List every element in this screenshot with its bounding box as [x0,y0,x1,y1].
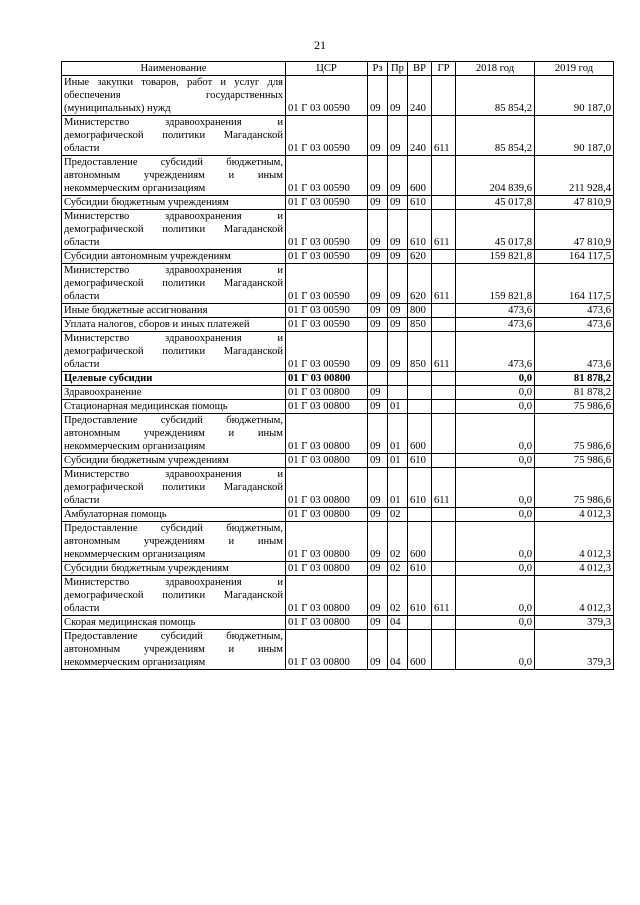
cell-gr: 611 [432,468,456,508]
cell-csr: 01 Г 03 00590 [286,156,368,196]
cell-2019: 4 012,3 [535,508,614,522]
cell-vr [408,372,432,386]
table-row [62,196,614,210]
cell-pr: 01 [388,400,408,414]
cell-vr: 620 [408,264,432,304]
cell-vr: 610 [408,562,432,576]
cell-gr [432,196,456,210]
cell-gr [432,400,456,414]
cell-2019: 75 986,6 [535,400,614,414]
cell-name: Министерство здравоохранения и демографической политики Магаданской области [62,210,286,250]
cell-rz: 09 [368,250,388,264]
table-row [62,116,614,156]
cell-2018: 473,6 [456,318,535,332]
cell-csr: 01 Г 03 00590 [286,318,368,332]
cell-2019: 164 117,5 [535,250,614,264]
cell-2019: 47 810,9 [535,196,614,210]
cell-2019: 4 012,3 [535,576,614,616]
cell-gr [432,522,456,562]
cell-rz: 09 [368,304,388,318]
cell-name: Субсидии бюджетным учреждениям [62,196,286,210]
cell-rz: 09 [368,630,388,670]
cell-vr: 600 [408,414,432,454]
cell-csr: 01 Г 03 00800 [286,468,368,508]
cell-vr: 610 [408,468,432,508]
cell-pr: 04 [388,616,408,630]
cell-rz: 09 [368,76,388,116]
cell-2018: 85 854,2 [456,76,535,116]
cell-2018: 0,0 [456,522,535,562]
table-row [62,522,614,562]
cell-2019: 81 878,2 [535,386,614,400]
cell-rz: 09 [368,400,388,414]
cell-name: Субсидии бюджетным учреждениям [62,562,286,576]
cell-name: Иные закупки товаров, работ и услуг для обеспечения государственных (муниципальных) нужд [62,76,286,116]
cell-pr: 02 [388,508,408,522]
cell-gr [432,318,456,332]
cell-rz: 09 [368,318,388,332]
cell-gr [432,508,456,522]
cell-gr: 611 [432,210,456,250]
cell-csr: 01 Г 03 00800 [286,386,368,400]
cell-name: Стационарная медицинская помощь [62,400,286,414]
cell-name: Министерство здравоохранения и демографической политики Магаданской области [62,264,286,304]
cell-rz: 09 [368,454,388,468]
cell-rz: 09 [368,616,388,630]
cell-rz: 09 [368,210,388,250]
cell-2019: 75 986,6 [535,414,614,454]
cell-pr: 04 [388,630,408,670]
table-body [62,76,614,670]
header-gr: ГР [432,62,456,76]
cell-2019: 4 012,3 [535,562,614,576]
cell-vr: 850 [408,318,432,332]
cell-csr: 01 Г 03 00800 [286,372,368,386]
cell-2018: 473,6 [456,304,535,318]
cell-name: Министерство здравоохранения и демографической политики Магаданской области [62,332,286,372]
cell-pr: 01 [388,468,408,508]
cell-vr: 610 [408,210,432,250]
table-row [62,264,614,304]
cell-csr: 01 Г 03 00800 [286,562,368,576]
cell-2018: 85 854,2 [456,116,535,156]
cell-pr: 09 [388,250,408,264]
cell-gr [432,630,456,670]
table-row [62,454,614,468]
cell-2018: 0,0 [456,630,535,670]
cell-gr [432,616,456,630]
cell-csr: 01 Г 03 00800 [286,508,368,522]
cell-name: Скорая медицинская помощь [62,616,286,630]
header-row [62,62,614,76]
cell-pr: 09 [388,210,408,250]
cell-name: Уплата налогов, сборов и иных платежей [62,318,286,332]
cell-name: Предоставление субсидий бюджетным, автономным учреждениям и иным некоммерческим организациям [62,156,286,196]
table-row [62,576,614,616]
cell-rz: 09 [368,332,388,372]
table-row [62,76,614,116]
cell-2018: 0,0 [456,454,535,468]
cell-gr [432,414,456,454]
cell-pr [388,372,408,386]
cell-vr: 610 [408,576,432,616]
table-row [62,562,614,576]
table-row [62,468,614,508]
cell-gr: 611 [432,116,456,156]
cell-name: Министерство здравоохранения и демографической политики Магаданской области [62,116,286,156]
cell-csr: 01 Г 03 00590 [286,196,368,210]
cell-pr: 01 [388,414,408,454]
cell-2018: 0,0 [456,414,535,454]
cell-pr: 09 [388,264,408,304]
cell-vr: 610 [408,196,432,210]
cell-pr: 09 [388,156,408,196]
table-row [62,630,614,670]
cell-csr: 01 Г 03 00800 [286,576,368,616]
header-2019: 2019 год [535,62,614,76]
page-number: 21 [314,38,326,52]
cell-name: Субсидии бюджетным учреждениям [62,454,286,468]
cell-vr: 620 [408,250,432,264]
cell-gr: 611 [432,576,456,616]
cell-csr: 01 Г 03 00800 [286,414,368,454]
table-row [62,332,614,372]
cell-gr [432,156,456,196]
cell-2019: 81 878,2 [535,372,614,386]
cell-2019: 4 012,3 [535,522,614,562]
cell-rz: 09 [368,414,388,454]
cell-2018: 0,0 [456,386,535,400]
cell-2019: 379,3 [535,616,614,630]
cell-pr: 09 [388,76,408,116]
cell-gr [432,372,456,386]
cell-2018: 0,0 [456,372,535,386]
cell-csr: 01 Г 03 00800 [286,454,368,468]
table-row [62,508,614,522]
cell-rz: 09 [368,508,388,522]
cell-vr: 600 [408,630,432,670]
cell-name: Предоставление субсидий бюджетным, автономным учреждениям и иным некоммерческим организациям [62,414,286,454]
cell-vr: 240 [408,76,432,116]
cell-pr: 02 [388,576,408,616]
cell-vr [408,508,432,522]
cell-csr: 01 Г 03 00590 [286,264,368,304]
cell-name: Иные бюджетные ассигнования [62,304,286,318]
cell-vr [408,386,432,400]
table-row [62,250,614,264]
header-pr: Пр [388,62,408,76]
cell-2018: 159 821,8 [456,264,535,304]
cell-csr: 01 Г 03 00800 [286,630,368,670]
cell-2018: 45 017,8 [456,196,535,210]
cell-rz: 09 [368,116,388,156]
cell-gr [432,250,456,264]
cell-2018: 0,0 [456,616,535,630]
cell-2018: 473,6 [456,332,535,372]
cell-rz [368,372,388,386]
cell-name: Предоставление субсидий бюджетным, автономным учреждениям и иным некоммерческим организациям [62,522,286,562]
cell-rz: 09 [368,576,388,616]
cell-2019: 164 117,5 [535,264,614,304]
cell-csr: 01 Г 03 00800 [286,522,368,562]
cell-gr [432,76,456,116]
table-row [62,210,614,250]
cell-vr: 850 [408,332,432,372]
cell-2019: 473,6 [535,318,614,332]
cell-pr: 02 [388,562,408,576]
cell-vr: 240 [408,116,432,156]
cell-vr [408,400,432,414]
budget-table [61,61,614,670]
cell-gr [432,386,456,400]
table-row [62,414,614,454]
cell-gr: 611 [432,264,456,304]
cell-pr: 09 [388,304,408,318]
cell-rz: 09 [368,522,388,562]
cell-csr: 01 Г 03 00590 [286,250,368,264]
table-row [62,156,614,196]
cell-csr: 01 Г 03 00800 [286,616,368,630]
cell-csr: 01 Г 03 00800 [286,400,368,414]
cell-csr: 01 Г 03 00590 [286,116,368,156]
cell-2019: 379,3 [535,630,614,670]
cell-pr: 02 [388,522,408,562]
cell-pr [388,386,408,400]
header-vr: ВР [408,62,432,76]
cell-2018: 0,0 [456,400,535,414]
cell-vr [408,616,432,630]
cell-csr: 01 Г 03 00590 [286,304,368,318]
cell-vr: 600 [408,156,432,196]
cell-name: Здравоохранение [62,386,286,400]
cell-rz: 09 [368,386,388,400]
cell-csr: 01 Г 03 00590 [286,76,368,116]
table-row [62,386,614,400]
cell-2019: 47 810,9 [535,210,614,250]
cell-rz: 09 [368,156,388,196]
cell-2019: 90 187,0 [535,116,614,156]
cell-vr: 800 [408,304,432,318]
cell-gr [432,304,456,318]
cell-pr: 09 [388,116,408,156]
cell-csr: 01 Г 03 00590 [286,332,368,372]
header-rz: Рз [368,62,388,76]
cell-rz: 09 [368,468,388,508]
cell-name: Целевые субсидии [62,372,286,386]
cell-name: Министерство здравоохранения и демографической политики Магаданской области [62,468,286,508]
cell-2018: 159 821,8 [456,250,535,264]
cell-2018: 204 839,6 [456,156,535,196]
cell-2018: 0,0 [456,562,535,576]
cell-pr: 09 [388,332,408,372]
cell-vr: 600 [408,522,432,562]
table-row [62,372,614,386]
cell-name: Амбулаторная помощь [62,508,286,522]
cell-vr: 610 [408,454,432,468]
cell-2019: 75 986,6 [535,454,614,468]
cell-gr: 611 [432,332,456,372]
cell-csr: 01 Г 03 00590 [286,210,368,250]
cell-2019: 473,6 [535,304,614,318]
cell-rz: 09 [368,264,388,304]
cell-name: Предоставление субсидий бюджетным, автономным учреждениям и иным некоммерческим организациям [62,630,286,670]
cell-pr: 09 [388,318,408,332]
cell-rz: 09 [368,196,388,210]
header-name: Наименование [62,62,286,76]
cell-2018: 0,0 [456,508,535,522]
cell-name: Министерство здравоохранения и демографической политики Магаданской области [62,576,286,616]
cell-pr: 01 [388,454,408,468]
table-row [62,304,614,318]
header-2018: 2018 год [456,62,535,76]
cell-2019: 473,6 [535,332,614,372]
cell-rz: 09 [368,562,388,576]
cell-2019: 75 986,6 [535,468,614,508]
table-row [62,400,614,414]
table-row [62,318,614,332]
cell-2019: 211 928,4 [535,156,614,196]
cell-pr: 09 [388,196,408,210]
cell-gr [432,454,456,468]
cell-gr [432,562,456,576]
cell-2018: 0,0 [456,576,535,616]
table-row [62,616,614,630]
cell-2019: 90 187,0 [535,76,614,116]
cell-name: Субсидии автономным учреждениям [62,250,286,264]
header-csr: ЦСР [286,62,368,76]
cell-2018: 0,0 [456,468,535,508]
cell-2018: 45 017,8 [456,210,535,250]
